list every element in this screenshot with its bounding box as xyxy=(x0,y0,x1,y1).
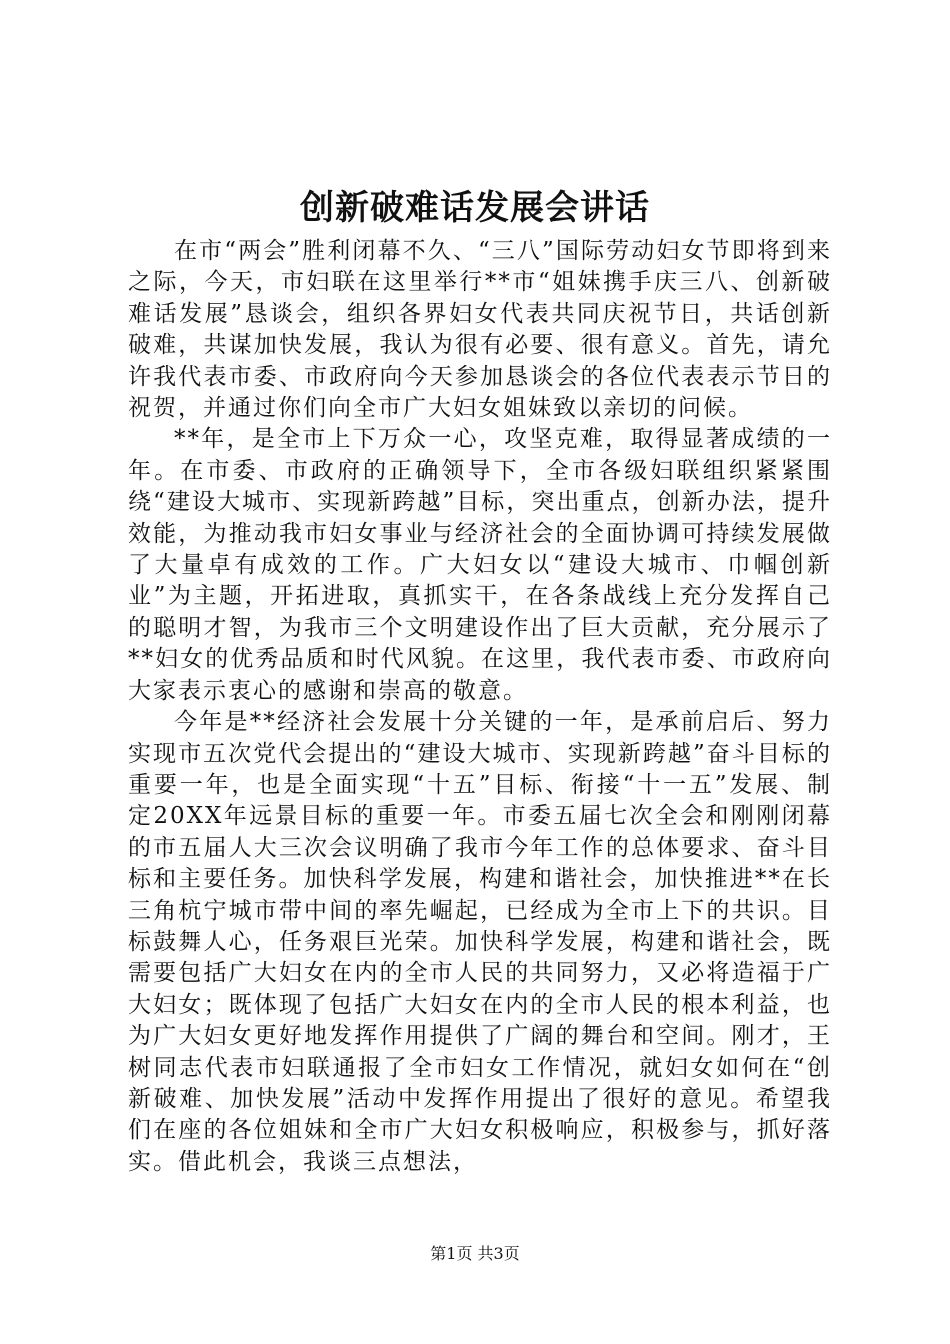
paragraph-1: 在市“两会”胜利闭幕不久、“三八”国际劳动妇女节即将到来之际，今天，市妇联在这里举行**市“姐妹携手庆三八、创新破难话发展”恳谈会，组织各界妇女代表共同庆祝节日，共话创新破难，共谋加快发展，我认为很有必要、很有意义。首先，请允许我代表市委、市政府向今天参加恳谈会的各位代表表示节日的祝贺，并通过你们向全市广大妇女姐妹致以亲切的问候。 xyxy=(128,238,832,422)
paragraph-2: **年，是全市上下万众一心，攻坚克难，取得显著成绩的一年。在市委、市政府的正确领导下，全市各级妇联组织紧紧围绕“建设大城市、实现新跨越”目标，突出重点，创新办法，提升效能，为推动我市妇女事业与经济社会的全面协调可持续发展做了大量卓有成效的工作。广大妇女以“建设大城市、巾帼创新业”为主题，开拓进取，真抓实干，在各条战线上充分发挥自己的聪明才智，为我市三个文明建设作出了巨大贡献，充分展示了**妇女的优秀品质和时代风貌。在这里，我代表市委、市政府向大家表示衷心的感谢和崇高的敬意。 xyxy=(128,426,832,704)
document-title: 创新破难话发展会讲话 xyxy=(300,188,650,228)
document-body xyxy=(128,236,832,1178)
page-number-footer: 第1页 共3页 xyxy=(430,1244,520,1263)
paragraph-3: 今年是**经济社会发展十分关键的一年，是承前启后、努力实现市五次党代会提出的“建设大城市、实现新跨越”奋斗目标的重要一年，也是全面实现“十五”目标、衔接“十一五”发展、制定20XX年远景目标的重要一年。市委五届七次全会和刚刚闭幕的市五届人大三次会议明确了我市今年工作的总体要求、奋斗目标和主要任务。加快科学发展，构建和谐社会，加快推进**在长三角杭宁城市带中间的率先崛起，已经成为全市上下的共识。目标鼓舞人心，任务艰巨光荣。加快科学发展，构建和谐社会，既需要包括广大妇女在内的全市人民的共同努力，又必将造福于广大妇女；既体现了包括广大妇女在内的全市人民的根本利益，也为广大妇女更好地发挥作用提供了广阔的舞台和空间。刚才，王树同志代表市妇联通报了全市妇女工作情况，就妇女如何在“创新破难、加快发展”活动中发挥作用提出了很好的意见。希望我们在座的各位姐妹和全市广大妇女积极响应，积极参与，抓好落实。借此机会，我谈三点想法， xyxy=(128,709,832,1175)
